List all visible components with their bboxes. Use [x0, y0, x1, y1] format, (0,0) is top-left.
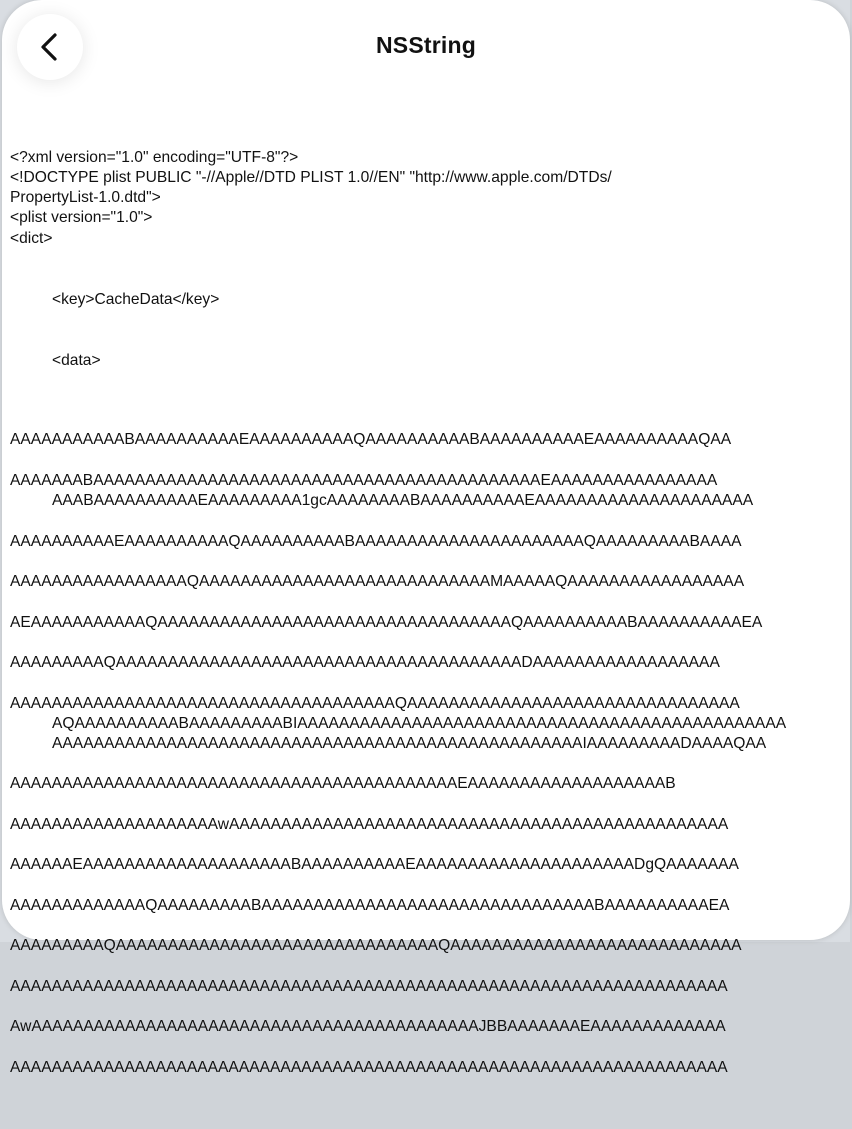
xml-header — [10, 148, 852, 249]
data-row-segment: AEAAAAAAAAAAAQAAAAAAAAAAAAAAAAAAAAAAAAAAAAAAAAAAQAAAAAAAAAABAAAAAAAAAAEA — [10, 613, 763, 631]
page-title: NSString — [376, 32, 476, 58]
plist-text-view — [10, 107, 852, 1129]
data-row — [10, 522, 852, 563]
plist-key-line: <key>CacheData</key> — [52, 290, 220, 308]
data-row — [10, 926, 852, 967]
data-row-segment: AAAAAAAAAAAAAAAAAQAAAAAAAAAAAAAAAAAAAAAAAAAAAAMAAAAAQAAAAAAAAAAAAAAAAA — [10, 573, 745, 591]
data-row — [10, 886, 852, 927]
data-row-segment: AAAAAAAAAAAAAAAAAAAAAAAAAAAAAAAAAAAAAAAAAAAAAAAAAAAAAAAAAAAAAAAAAAAAA — [10, 1058, 728, 1076]
modal-sheet — [2, 0, 850, 1076]
data-row — [10, 684, 852, 765]
base64-data-block — [10, 420, 852, 1088]
data-row — [10, 845, 852, 886]
back-button[interactable] — [17, 14, 83, 80]
data-row — [10, 562, 852, 603]
data-row — [10, 805, 852, 846]
xml-header-line: <!DOCTYPE plist PUBLIC "-//Apple//DTD PLIST 1.0//EN" "http://www.apple.com/DTDs/ — [10, 168, 612, 186]
data-row-segment: AAAAAAAAAAABAAAAAAAAAAEAAAAAAAAAAQAAAAAAAAAABAAAAAAAAAAEAAAAAAAAAAQAA — [10, 431, 732, 449]
data-row — [10, 461, 852, 522]
data-row-segment: AAAAAAEAAAAAAAAAAAAAAAAAAAABAAAAAAAAAAEAAAAAAAAAAAAAAAAAAAAADgQAAAAAAA — [10, 856, 739, 874]
data-row-segment: AAAAAAAAAQAAAAAAAAAAAAAAAAAAAAAAAAAAAAAAAQAAAAAAAAAAAAAAAAAAAAAAAAAAAA — [10, 937, 742, 955]
xml-header-line: PropertyList-1.0.dtd"> — [10, 189, 161, 207]
plist-data-open-line: <data> — [52, 351, 101, 369]
data-row-segment: AAAAAAAAAAAAAAAAAAAAwAAAAAAAAAAAAAAAAAAAAAAAAAAAAAAAAAAAAAAAAAAAAAAAA — [10, 815, 729, 833]
data-row — [10, 420, 852, 461]
data-row-segment: AQAAAAAAAAAABAAAAAAAAABIAAAAAAAAAAAAAAAAAAAAAAAAAAAAAAAAAAAAAAAAAAAAAAA — [52, 714, 787, 732]
xml-header-line: <dict> — [10, 229, 53, 247]
data-row — [10, 603, 852, 644]
data-row-segment: AwAAAAAAAAAAAAAAAAAAAAAAAAAAAAAAAAAAAAAAAAAAAJBBAAAAAAAEAAAAAAAAAAAAA — [10, 1018, 726, 1036]
data-row — [10, 1048, 852, 1089]
xml-header-line: <plist version="1.0"> — [10, 209, 153, 227]
data-row-segment: AAAAAAAAAAAAAQAAAAAAAAABAAAAAAAAAAAAAAAAAAAAAAAAAAAAAAAABAAAAAAAAAAEA — [10, 896, 730, 914]
data-row-segment: AAAAAAAAAAEAAAAAAAAAAQAAAAAAAAAABAAAAAAAAAAAAAAAAAAAAAAQAAAAAAAAABAAAA — [10, 532, 742, 550]
data-row — [10, 967, 852, 1008]
data-row-segment: AAAAAAAAAAAAAAAAAAAAAAAAAAAAAAAAAAAAAAAAAAAAAAAAAAAAAAAAAAAAAAAAAAAAA — [10, 977, 728, 995]
xml-header-line: <?xml version="1.0" encoding="UTF-8"?> — [10, 148, 299, 166]
data-row — [10, 643, 852, 684]
data-row-segment: AAAAAAAAAAAAAAAAAAAAAAAAAAAAAAAAAAAAAAAAAAAEAAAAAAAAAAAAAAAAAAAB — [10, 775, 676, 793]
data-row — [10, 764, 852, 805]
chevron-left-icon — [37, 32, 63, 62]
data-row-segment: AAAAAAAAAAAAAAAAAAAAAAAAAAAAAAAAAAAAAAAAAAAAAAAAAAAIAAAAAAAAADAAAAQAA — [52, 735, 767, 753]
data-row — [10, 1007, 852, 1048]
data-row-segment: AAABAAAAAAAAAAEAAAAAAAAA1gcAAAAAAAABAAAAAAAAAAEAAAAAAAAAAAAAAAAAAAAA — [52, 492, 754, 510]
data-row-segment: AAAAAAAAAAAAAAAAAAAAAAAAAAAAAAAAAAAAAQAAAAAAAAAAAAAAAAAAAAAAAAAAAAAAAA — [10, 694, 740, 712]
data-row-segment: AAAAAAAAAQAAAAAAAAAAAAAAAAAAAAAAAAAAAAAAAAAAAAAAADAAAAAAAAAAAAAAAAAA — [10, 654, 720, 672]
data-row-segment: AAAAAAABAAAAAAAAAAAAAAAAAAAAAAAAAAAAAAAAAAAAAAAAAAAEAAAAAAAAAAAAAAAA — [10, 471, 718, 489]
